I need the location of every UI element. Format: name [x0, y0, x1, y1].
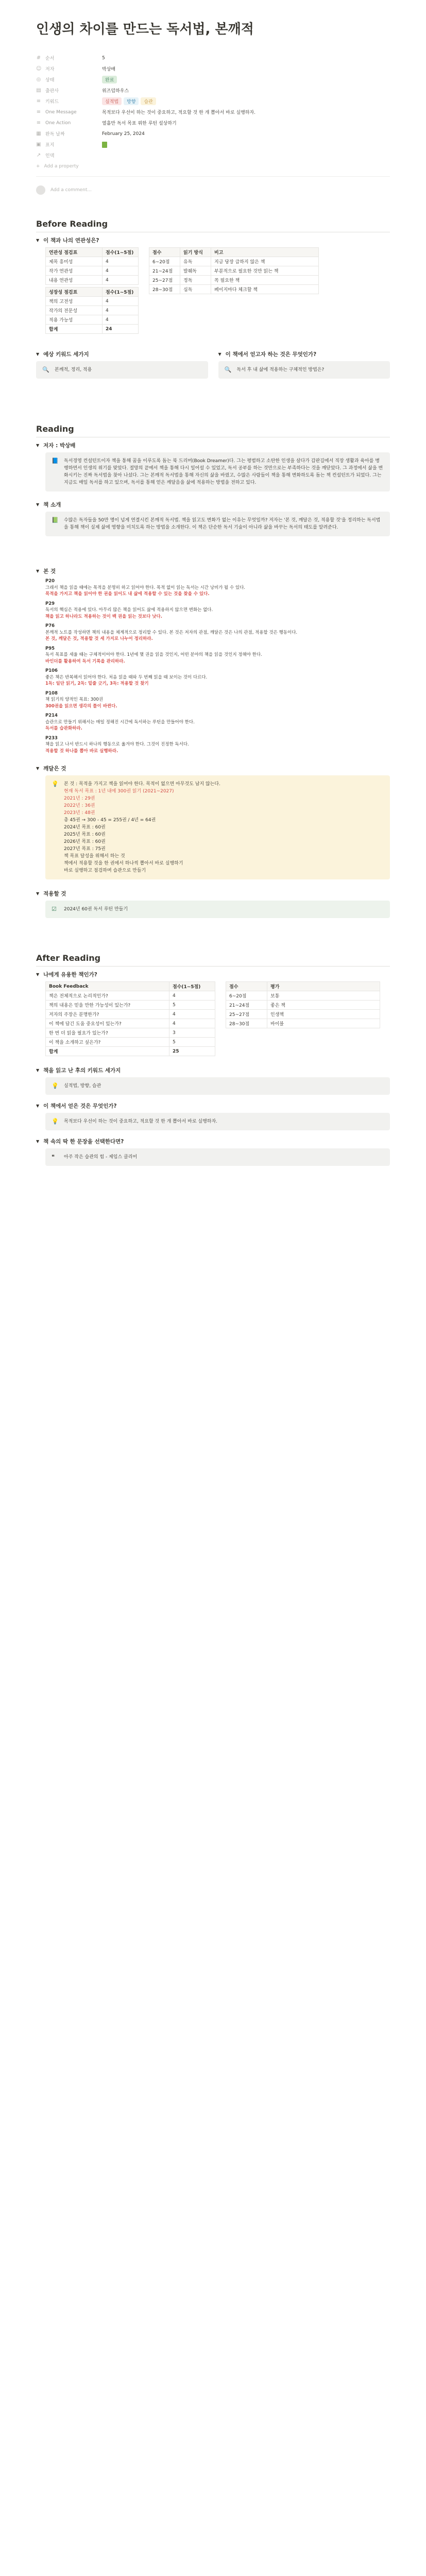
table-cell: 5 [169, 1001, 215, 1010]
realize-line: 2027년 목표 : 75권 [64, 846, 106, 852]
property-key [36, 152, 102, 159]
realize-line: 책에서 적용할 것을 한 권에서 하나씩 뽑아서 바로 실행하기 [64, 861, 183, 866]
property-key [36, 76, 102, 83]
table-row [46, 315, 139, 325]
toggle-goal[interactable] [218, 350, 390, 358]
note-item [45, 690, 390, 710]
property-value[interactable] [102, 131, 390, 137]
table-row [46, 1010, 215, 1019]
note-text: 책 읽기의 양적인 목표: 300권 [45, 697, 104, 702]
note-text: 그래서 책을 읽을 때에는 목적을 분명히 하고 읽어야 한다. 목적 없이 읽는 독서는 시간 낭비가 될 수 있다. [45, 585, 245, 590]
table-cell: 한 번 더 읽을 필요가 있는가? [46, 1028, 169, 1038]
realize-line: 2026년 목표 : 60권 [64, 839, 106, 844]
realize-line: 현재 독서 목표 : 1년 내에 300권 읽기 (2021~2027) [64, 789, 174, 794]
table-cell: 이 책에 담긴 도움 중요성이 있는가? [46, 1019, 169, 1028]
property-key-label: 키워드 [45, 99, 59, 105]
table-cell: 저자의 주장은 분명한가? [46, 1010, 169, 1019]
add-comment[interactable] [36, 184, 390, 196]
keyword-tag: 방향 [124, 97, 139, 105]
note-item [45, 668, 390, 687]
table-header-row [149, 248, 319, 257]
keyword-tag: 실적법 [102, 97, 122, 105]
table-row [149, 257, 319, 266]
note-item [45, 601, 390, 620]
toggle-relevance[interactable] [36, 236, 390, 244]
property-value-text: 박상배 [102, 67, 116, 72]
lightbulb-icon: 💡 [52, 1118, 59, 1125]
table-cell: 28~30점 [149, 285, 180, 294]
note-highlight: 독서를 습관화하라. [45, 726, 82, 731]
property-row[interactable] [36, 53, 390, 63]
toggle-triangle-icon: ▼ [36, 1104, 40, 1108]
toggle-triangle-icon: ▼ [36, 443, 40, 448]
property-key [36, 55, 102, 61]
table-cell: 21~24점 [226, 1001, 267, 1010]
note-page: P233 [45, 735, 58, 741]
avatar [36, 185, 45, 195]
table-cell: 21~24점 [149, 266, 180, 276]
property-row[interactable] [36, 150, 390, 161]
score-guide-table [149, 247, 319, 294]
property-key-label: 인덱 [45, 154, 55, 159]
property-value[interactable] [102, 142, 390, 148]
callout-text: 수많은 독자들을 50만 명이 넘게 연결시킨 본깨적 독서법. 책을 읽고도 변화가 없는 이유는 무엇일까? 저자는 '본 것, 깨달은 것, 적용할 것'을 정리하는 독서법을 통해 책이 실제 삶에 영향을 미치도록 하는 방법을 소개한다. 이 책은 단순한 독서 기술이 아니라 삶을 바꾸는 독서의 태도를 알려준다. [64, 518, 381, 530]
property-key [36, 87, 102, 94]
property-key [36, 120, 102, 126]
cover-thumbnail[interactable] [102, 142, 107, 148]
toggle-label: 본 것 [43, 568, 56, 574]
property-row[interactable] [36, 117, 390, 128]
realize-line: 2023년 : 48권 [64, 810, 95, 816]
toggle-summary[interactable] [36, 501, 390, 509]
note-item [45, 713, 390, 732]
table-cell: 28~30점 [226, 1019, 267, 1028]
note-page: P29 [45, 601, 55, 606]
property-key [36, 65, 102, 72]
status-icon: ◎ [36, 77, 41, 82]
table-cell: 5 [169, 1038, 215, 1047]
table-cell: 제목 흥미성 [46, 257, 103, 266]
link-icon: ↗ [36, 152, 41, 158]
table-header-cell: Book Feedback [46, 982, 169, 991]
page [0, 0, 426, 1166]
toggle-triangle-icon: ▼ [36, 891, 40, 896]
note-text: 독서 목표를 세울 때는 구체적이어야 한다. 1년에 몇 권을 읽을 것인지, 어떤 분야의 책을 읽을 것인지 정해야 한다. [45, 652, 262, 657]
note-text: 책을 읽고 나서 반드시 하나의 행동으로 옮겨야 한다. 그것이 진정한 독서다. [45, 742, 189, 747]
add-comment-label: Add a comment... [50, 188, 92, 193]
table-row [46, 1038, 215, 1047]
table-header-cell: 점수(1~5점) [103, 248, 139, 257]
note-highlight: 목적을 가지고 책을 읽어야 한 권을 읽어도 내 삶에 적용할 수 있는 것을 찾을 수 있다. [45, 591, 210, 597]
property-row[interactable] [36, 85, 390, 96]
table-row [226, 1010, 380, 1019]
property-key [36, 109, 102, 115]
table-cell: 4 [169, 991, 215, 1001]
callout [45, 1113, 390, 1130]
toggle-label: 이 책과 나의 연관성은? [43, 238, 99, 244]
summary-callout [45, 512, 390, 536]
callout [36, 361, 208, 379]
search-icon: 🔍 [224, 366, 232, 373]
property-row[interactable] [36, 107, 390, 117]
table-cell: 지금 당장 급하지 않은 책 [211, 257, 319, 266]
toggle-useful[interactable] [36, 971, 390, 978]
property-value-text: 위즈덤하우스 [102, 89, 129, 94]
callout-text: 독서 후 내 삶에 적용하는 구체적인 방법은? [236, 367, 325, 372]
table-cell: 심독 [180, 285, 211, 294]
table-header-cell: 성장성 점검표 [46, 287, 103, 297]
table-header-row [226, 982, 380, 991]
note-page: P20 [45, 579, 55, 584]
table-cell: 4 [103, 266, 139, 276]
callout-text: 2024년 60권 독서 루틴 만들기 [64, 907, 128, 912]
keyword-tag: 습관 [141, 97, 156, 105]
toggle-label: 적용할 것 [43, 891, 66, 897]
table-header-cell: 점수 [149, 248, 180, 257]
toggle-expected-keywords[interactable] [36, 350, 208, 358]
callout-text: 목적보다 우선이 하는 것이 중요하고, 적요할 것 한 개 뽑아서 바로 실행하자. [64, 1119, 218, 1124]
table-cell: 정독 [180, 276, 211, 285]
quote-icon: ❝ [52, 1154, 55, 1160]
toggle-author[interactable] [36, 442, 390, 449]
table-cell: 24 [103, 325, 139, 334]
add-property-label: Add a property [44, 164, 79, 169]
property-row[interactable] [36, 74, 390, 85]
table-header-cell: 점수 [226, 982, 267, 991]
feedback-table [45, 981, 215, 1056]
table-cell: 4 [103, 306, 139, 315]
table-row [46, 991, 215, 1001]
table-cell: 4 [103, 276, 139, 285]
property-value[interactable] [102, 120, 390, 126]
table-cell: 4 [103, 315, 139, 325]
table-row [46, 297, 139, 306]
callout [218, 361, 390, 379]
text-icon: ≡ [36, 109, 41, 115]
table-header-cell: 점수(1~5점) [169, 982, 215, 991]
property-value-text: 목적보다 우선이 하는 것이 중요하고, 적요할 것 한 개 뽑아서 바로 실행하자. [102, 110, 256, 115]
apply-callout [45, 901, 390, 918]
note-item [45, 646, 390, 665]
toggle-label: 책 소개 [43, 502, 61, 508]
table-row [149, 285, 319, 294]
table-row [149, 266, 319, 276]
before-tables [45, 247, 390, 334]
property-row[interactable] [36, 96, 390, 107]
note-page: P95 [45, 646, 55, 651]
callout-text: 본깨적, 정리, 적용 [55, 367, 92, 372]
note-highlight: 적용할 것 하나를 뽑아 바로 실행하라. [45, 748, 118, 754]
table-cell: 부분적으로 필요한 것만 읽는 책 [211, 266, 319, 276]
property-key-label: 상태 [45, 78, 55, 83]
table-header-cell: 평가 [267, 982, 380, 991]
growth-table [45, 287, 139, 334]
table-cell: 25~27점 [226, 1010, 267, 1019]
table-row [46, 266, 139, 276]
table-row [149, 276, 319, 285]
properties [36, 53, 390, 161]
table-cell: 4 [169, 1010, 215, 1019]
text-icon: ≡ [36, 120, 41, 126]
table-cell: 내용 연관성 [46, 276, 103, 285]
realize-callout [45, 775, 390, 879]
toggle-label: 나에게 유용한 책인가? [43, 972, 97, 978]
table-row [46, 276, 139, 285]
notes-list [45, 578, 390, 754]
note-text: 독서의 핵심은 적용에 있다. 아무리 많은 책을 읽어도 삶에 적용하지 않으면 변화는 없다. [45, 607, 213, 613]
realize-line: 책 목표 달성을 위해서 하는 것 [64, 854, 125, 859]
toggle-label: 깨달은 것 [43, 766, 66, 772]
table-cell: 바이블 [267, 1019, 380, 1028]
property-value[interactable] [102, 56, 390, 61]
reading-heading: Reading [36, 420, 390, 437]
toggle-label: 이 책에서 얻은 것은 무엇인가? [43, 1103, 117, 1109]
callout [45, 1148, 390, 1166]
table-row [46, 1001, 215, 1010]
table-cell: 발췌독 [180, 266, 211, 276]
callout [45, 1077, 390, 1095]
note-highlight: 300권을 읽으면 생각의 틀이 바뀐다. [45, 703, 117, 709]
toggle-after-keywords[interactable] [36, 1066, 390, 1074]
before-reading-heading: Before Reading [36, 215, 390, 232]
toggle-triangle-icon: ▼ [36, 1068, 40, 1073]
calendar-icon: ▦ [36, 131, 41, 137]
table-row [226, 991, 380, 1001]
note-page: P214 [45, 713, 58, 718]
after-tables [45, 981, 390, 1056]
property-value[interactable] [102, 87, 390, 94]
property-key-label: 저자 [45, 67, 55, 72]
toggle-label: 책을 읽고 난 후의 키워드 세가지 [43, 1067, 121, 1074]
table-row [46, 306, 139, 315]
table-header-row [46, 982, 215, 991]
toggle-label: 예상 키워드 세가지 [43, 351, 89, 358]
callout-text: 아주 작은 습관의 힘 - 제임스 클리어 [64, 1155, 138, 1160]
callout-text: 실적법, 방향, 습관 [64, 1083, 101, 1089]
toggle-one-sentence[interactable] [36, 1138, 390, 1145]
table-cell: 적용 가능성 [46, 315, 103, 325]
toggle-apply[interactable] [36, 890, 390, 897]
status-badge: 완료 [102, 76, 117, 83]
note-highlight: 책을 읽고 하나라도 적용하는 것이 백 권을 읽는 것보다 낫다. [45, 614, 162, 619]
property-value-text: 열흘만 독서 목표 위한 루틴 설상하기 [102, 121, 177, 126]
table-cell: 6~20점 [149, 257, 180, 266]
author-callout [45, 452, 390, 492]
tag-icon: ≡ [36, 98, 41, 104]
note-highlight: 본 것, 깨달은 것, 적용할 것 세 가지로 나누어 정리하라. [45, 636, 153, 641]
after-reading-heading: After Reading [36, 949, 390, 967]
table-cell: 4 [103, 257, 139, 266]
table-row [46, 1019, 215, 1028]
table-cell: 4 [169, 1019, 215, 1028]
property-value-text: 5 [102, 55, 105, 61]
toggle-label: 저자 : 박상배 [43, 443, 76, 449]
table-cell: 25 [169, 1047, 215, 1056]
table-cell: 25~27점 [149, 276, 180, 285]
toggle-notes[interactable] [36, 567, 390, 575]
property-row[interactable] [36, 139, 390, 150]
book-icon: 📗 [52, 517, 59, 523]
table-cell: 유독 [180, 257, 211, 266]
property-key-label: 표지 [45, 143, 55, 148]
table-cell: 합계 [46, 1047, 169, 1056]
plus-icon: + [36, 164, 40, 169]
note-item [45, 578, 390, 598]
user-icon: ☺ [36, 66, 42, 72]
property-value[interactable] [102, 65, 390, 72]
note-item [45, 623, 390, 642]
realize-line: 총 45권 → 300 - 45 = 255권 / 4년 = 64권 [64, 818, 156, 823]
realize-lines [64, 781, 220, 874]
property-value[interactable] [102, 76, 390, 83]
note-page: P108 [45, 690, 58, 696]
property-key-label: One Message [45, 109, 77, 115]
before-toggles [36, 346, 390, 379]
table-header-cell: 읽기 방식 [180, 248, 211, 257]
table-row [46, 1047, 215, 1056]
note-text: 좋은 책은 반복해서 읽어야 한다. 처음 읽을 때와 두 번째 읽을 때 보이는 것이 다르다. [45, 674, 208, 680]
toggle-label: 이 책에서 얻고자 하는 것은 무엇인가? [225, 351, 317, 358]
note-highlight: 바인더를 활용하여 독서 기록을 관리하라. [45, 658, 125, 664]
table-row [226, 1019, 380, 1028]
image-icon: ▣ [36, 142, 41, 147]
toggle-label: 책 속의 딱 한 문장을 선택한다면? [43, 1139, 124, 1145]
toggle-triangle-icon: ▼ [36, 766, 40, 771]
table-cell: 합계 [46, 325, 103, 334]
toggle-triangle-icon: ▼ [36, 352, 40, 357]
toggle-triangle-icon: ▼ [36, 1139, 40, 1144]
property-key-label: 순서 [45, 56, 55, 61]
property-row[interactable] [36, 128, 390, 139]
property-key [36, 141, 102, 148]
table-cell: 이 책을 소개하고 싶은가? [46, 1038, 169, 1047]
bookmark-icon: 📘 [52, 457, 59, 464]
table-cell: 6~20점 [226, 991, 267, 1001]
table-cell: 책의 내용은 믿을 만한 가능성이 있는가? [46, 1001, 169, 1010]
table-row [46, 325, 139, 334]
toggle-triangle-icon: ▼ [218, 352, 221, 357]
note-highlight: 1독: 일단 읽기, 2독: 밑줄 긋기, 3독: 적용할 것 찾기 [45, 681, 149, 686]
table-cell: 페이지마다 체크할 책 [211, 285, 319, 294]
toggle-triangle-icon: ▼ [36, 502, 40, 507]
table-cell: 책의 고전성 [46, 297, 103, 306]
note-text: 본깨적 노트를 작성하면 책의 내용을 체계적으로 정리할 수 있다. 본 것은 저자의 관점, 깨달은 것은 나의 관점, 적용할 것은 행동이다. [45, 630, 298, 635]
divider [36, 176, 390, 177]
table-cell: 4 [103, 297, 139, 306]
property-key [36, 98, 102, 105]
property-value[interactable] [102, 109, 390, 115]
table-cell: 책은 전체적으로 논리적인가? [46, 991, 169, 1001]
property-key-label: 출판사 [45, 89, 59, 94]
callout-text: 독서경영 컨설턴트이자 책을 통해 꿈을 이루도록 돕는 북 드리머(Book Dreamer)다. 그는 평범하고 소탄한 인생을 살다가 갑판길에서 직장 생활과 육아를 병행하면서 인생의 위기를 맞았다. 절망의 끝에서 책을 통해 다시 일어설 수 있었고, 독서 공부를 하는 것만으로는 부족하다는 것을 깨닫았다. 그 과정에서 삶을 변화시키는 진짜 독서법을 찾아 나섰다. 그는 본깨적 독서법을 통해 자신의 삶을 바꿨고, 수많은 사람들이 책을 통해 변화하도록 돕는 책 컨설턴트가 되었다. 그는 지금도 매일 독서를 하고 있으며, 독서를 통해 얻은 깨달음을 삶에 적용하는 방법을 전하고 있다. [64, 459, 383, 485]
property-value-text: February 25, 2024 [102, 131, 145, 137]
table-header-row [46, 287, 139, 297]
realize-line: 본 것 : 목적을 가지고 책을 읽어야 한다. 목적이 없으면 아무것도 남지 않는다. [64, 782, 220, 787]
table-header-cell: 비고 [211, 248, 319, 257]
realize-line: 2024년 목표 : 60권 [64, 825, 106, 830]
table-header-row [46, 248, 139, 257]
toggle-realize[interactable] [36, 765, 390, 772]
table-cell: 보통 [267, 991, 380, 1001]
property-key-label: One Action [45, 120, 71, 126]
toggle-triangle-icon: ▼ [36, 569, 40, 573]
property-key-label: 완독 날짜 [45, 132, 65, 137]
page-title: 인생의 차이를 만드는 독서법, 본깨적 [36, 22, 254, 37]
table-row [46, 257, 139, 266]
table-cell: 꼭 필요한 책 [211, 276, 319, 285]
property-value[interactable] [102, 97, 390, 105]
table-cell: 인생책 [267, 1010, 380, 1019]
rating-guide-table [226, 981, 380, 1028]
search-icon: 🔍 [42, 366, 49, 373]
table-cell: 3 [169, 1028, 215, 1038]
note-page: P76 [45, 623, 55, 629]
note-text: 습관으로 만들기 위해서는 매일 정해진 시간에 독서하는 루틴을 만들어야 한다. [45, 719, 195, 725]
check-icon: ☑ [52, 906, 57, 912]
realize-line: 2021년 : 29권 [64, 796, 95, 801]
building-icon: ▤ [36, 88, 41, 93]
realize-line: 바로 실행하고 점검하며 습관으로 만들기 [64, 868, 146, 873]
property-row[interactable] [36, 63, 390, 74]
add-property-button[interactable] [36, 161, 390, 172]
toggle-gained[interactable] [36, 1102, 390, 1110]
realize-line: 2022년 : 36권 [64, 803, 95, 808]
toggle-triangle-icon: ▼ [36, 972, 40, 977]
hash-icon: # [36, 55, 41, 61]
lightbulb-icon: 💡 [52, 781, 59, 787]
table-cell: 작가의 전문성 [46, 306, 103, 315]
table-cell: 작가 연관성 [46, 266, 103, 276]
table-row [226, 1001, 380, 1010]
table-header-cell: 점수(1~5점) [103, 287, 139, 297]
realize-line: 2025년 목표 : 60권 [64, 832, 106, 837]
table-row [46, 1028, 215, 1038]
table-header-cell: 연관성 점검표 [46, 248, 103, 257]
toggle-triangle-icon: ▼ [36, 238, 40, 243]
table-cell: 좋은 책 [267, 1001, 380, 1010]
note-page: P106 [45, 668, 58, 673]
lightbulb-icon: 💡 [52, 1082, 59, 1089]
relevance-table [45, 247, 139, 285]
note-item [45, 735, 390, 755]
property-key [36, 130, 102, 137]
